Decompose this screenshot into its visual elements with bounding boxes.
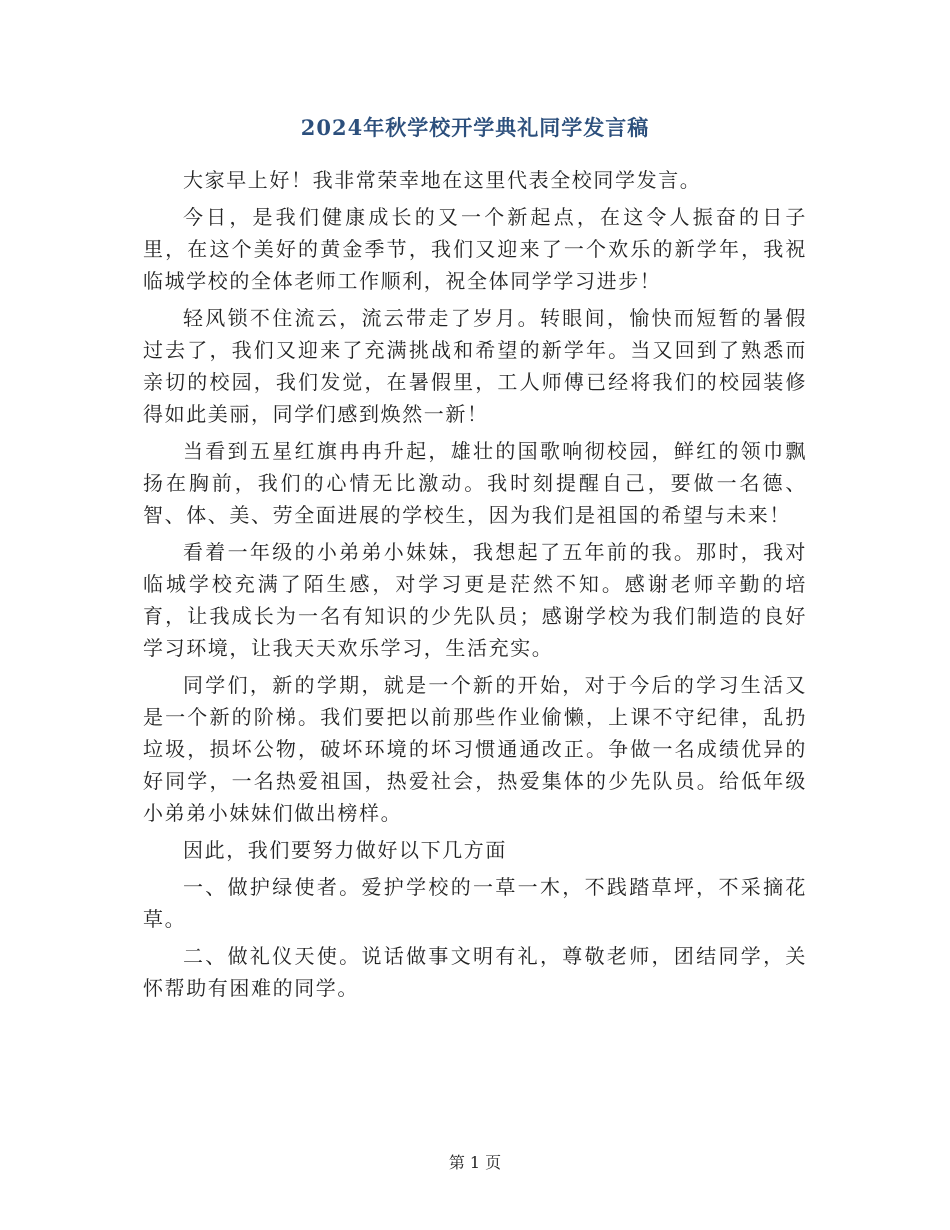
paragraph-8: 一、做护绿使者。爱护学校的一草一木，不践踏草坪，不采摘花草。 [143, 875, 807, 931]
paragraph-2: 今日，是我们健康成长的又一个新起点，在这令人振奋的日子里，在这个美好的黄金季节，我们又迎来了一个欢乐的新学年，我祝临城学校的全体老师工作顺利，祝全体同学学习进步！ [143, 205, 807, 293]
page-number: 第 1 页 [448, 1153, 502, 1172]
paragraph-9: 二、做礼仪天使。说话做事文明有礼，尊敬老师，团结同学，关怀帮助有困难的同学。 [143, 944, 807, 1000]
paragraph-4: 当看到五星红旗冉冉升起，雄壮的国歌响彻校园，鲜红的领巾飘扬在胸前，我们的心情无比激动。我时刻提醒自己，要做一名德、智、体、美、劳全面进展的学校生，因为我们是祖国的希望与未来！ [143, 439, 807, 527]
paragraph-6: 同学们，新的学期，就是一个新的开始，对于今后的学习生活又是一个新的阶梯。我们要把以前那些作业偷懒，上课不守纪律，乱扔垃圾，损坏公物，破坏环境的坏习惯通通改正。争做一名成绩优异的好同学，一名热爱祖国，热爱社会，热爱集体的少先队员。给低年级小弟弟小妹妹们做出榜样。 [143, 673, 807, 825]
paragraph-5: 看着一年级的小弟弟小妹妹，我想起了五年前的我。那时，我对临城学校充满了陌生感，对学习更是茫然不知。感谢老师辛勤的培育，让我成长为一名有知识的少先队员；感谢学校为我们制造的良好学习环境，让我天天欢乐学习，生活充实。 [143, 540, 807, 660]
paragraph-1: 大家早上好！我非常荣幸地在这里代表全校同学发言。 [183, 168, 702, 192]
document-body [143, 164, 807, 1009]
paragraph-3: 轻风锁不住流云，流云带走了岁月。转眼间，愉快而短暂的暑假过去了，我们又迎来了充满挑战和希望的新学年。当又回到了熟悉而亲切的校园，我们发觉，在暑假里，工人师傅已经将我们的校园装修得如此美丽，同学们感到焕然一新！ [143, 306, 807, 426]
paragraph-7: 因此，我们要努力做好以下几方面 [183, 838, 507, 862]
document-title: 2024年秋学校开学典礼同学发言稿 [300, 115, 650, 140]
